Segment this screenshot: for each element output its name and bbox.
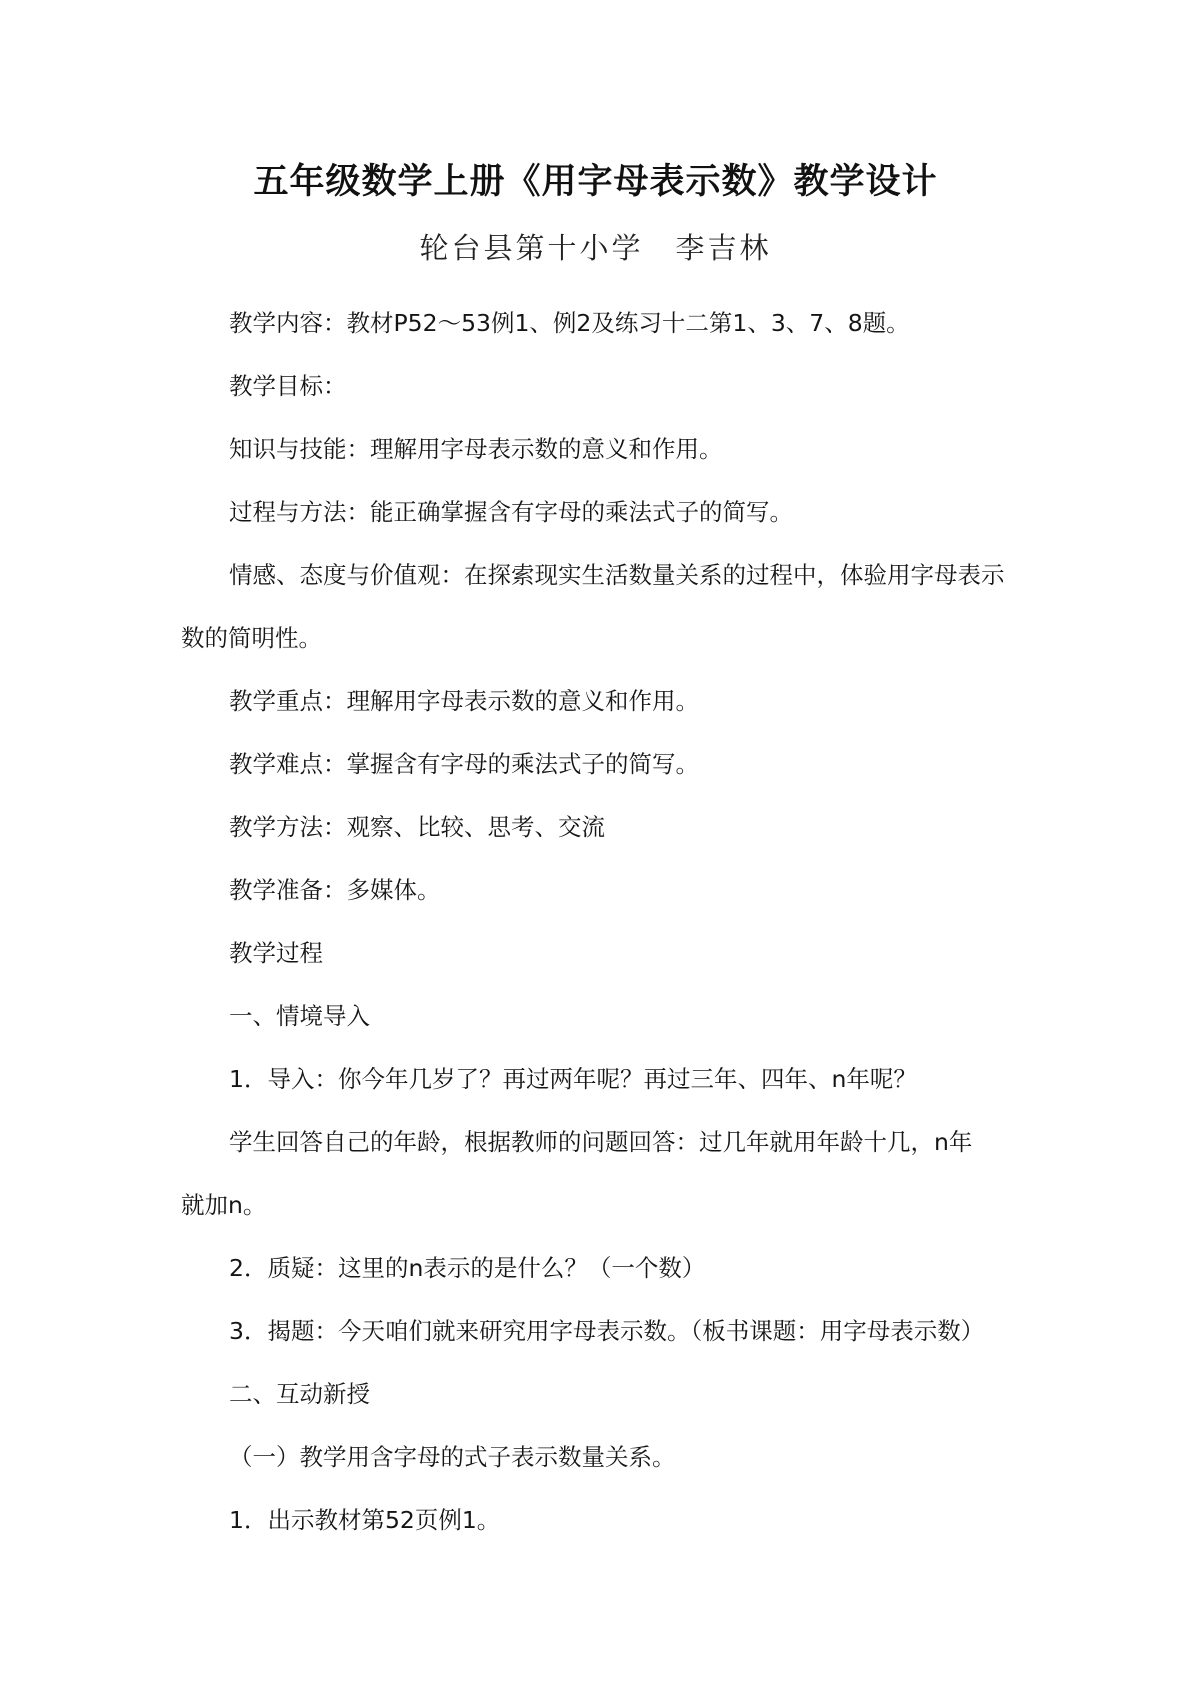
author-line: 轮台县第十小学 李吉林 — [419, 231, 772, 265]
document-body — [181, 292, 1021, 1552]
paragraph-difficult-point: 教学难点：掌握含有字母的乘法式子的简写。 — [229, 750, 699, 778]
paragraph-teaching-content: 教学内容：教材P52～53例1、例2及练习十二第1、3、7、8题。 — [229, 309, 910, 337]
paragraph-intro-question: 1．导入：你今年几岁了？再过两年呢？再过三年、四年、n年呢？ — [229, 1065, 917, 1093]
document-title: 五年级数学上册《用字母表示数》教学设计 — [253, 162, 938, 202]
paragraph-teaching-method: 教学方法：观察、比较、思考、交流 — [229, 813, 605, 841]
paragraph-student-answer-continued: 就加n。 — [181, 1191, 267, 1219]
paragraph-reveal-topic: 3．揭题：今天咱们就来研究用字母表示数。（板书课题：用字母表示数） — [229, 1317, 985, 1345]
paragraph-question-n: 2．质疑：这里的n表示的是什么？（一个数） — [229, 1254, 706, 1282]
paragraph-key-point: 教学重点：理解用字母表示数的意义和作用。 — [229, 687, 699, 715]
section-heading-interactive-teaching: 二、互动新授 — [229, 1380, 370, 1408]
paragraph-teaching-preparation: 教学准备：多媒体。 — [229, 876, 441, 904]
paragraph-knowledge-skills: 知识与技能：理解用字母表示数的意义和作用。 — [229, 435, 723, 463]
paragraph-emotion-attitude: 情感、态度与价值观：在探索现实生活数量关系的过程中，体验用字母表示 — [229, 561, 1005, 589]
paragraph-subsection-one: （一）教学用含字母的式子表示数量关系。 — [229, 1443, 676, 1471]
paragraph-student-answer: 学生回答自己的年龄，根据教师的问题回答：过几年就用年龄十几，n年 — [229, 1128, 973, 1156]
paragraph-teaching-goals: 教学目标： — [229, 372, 347, 400]
paragraph-process-method: 过程与方法：能正确掌握含有字母的乘法式子的简写。 — [229, 498, 793, 526]
paragraph-emotion-attitude-continued: 数的简明性。 — [181, 624, 322, 652]
section-heading-scene-intro: 一、情境导入 — [229, 1002, 370, 1030]
paragraph-example-one: 1．出示教材第52页例1。 — [229, 1506, 501, 1534]
paragraph-teaching-process: 教学过程 — [229, 939, 323, 967]
